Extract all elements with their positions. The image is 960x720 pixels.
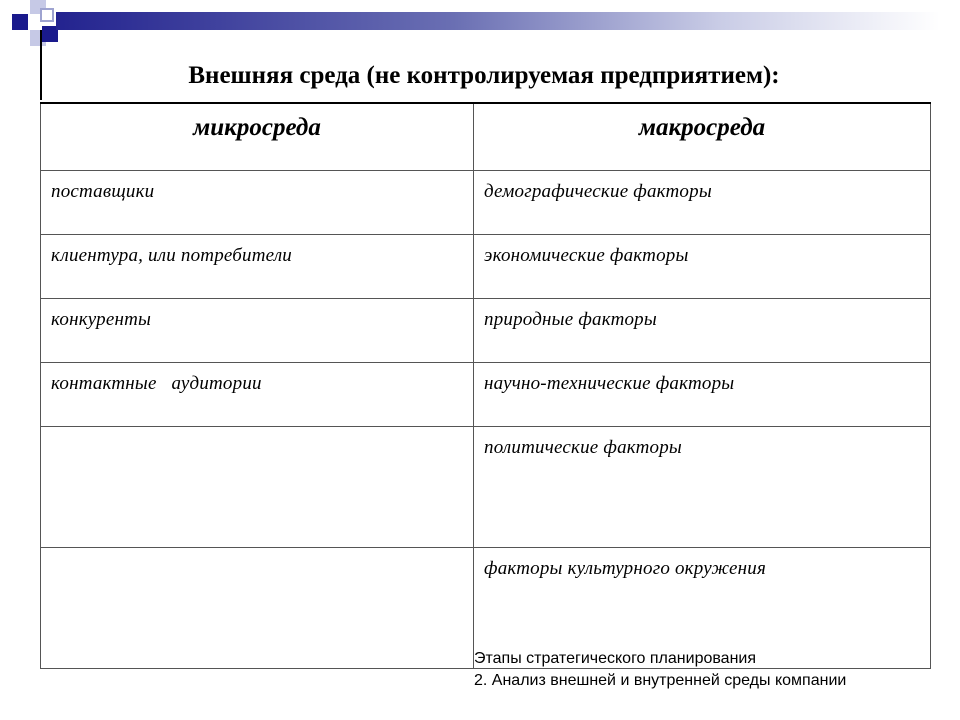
table-row [41,299,931,363]
cell-micro: конкуренты [41,299,474,363]
footer-line-1: Этапы стратегического планирования [474,650,757,667]
decor-square-outline [40,8,54,22]
cell-macro: политические факторы [474,427,931,548]
table-row [41,171,931,235]
decor-square-blue-1 [12,14,28,30]
cell-macro: демографические факторы [474,171,931,235]
table-row [41,363,931,427]
cell-macro: факторы культурного окружения [474,548,931,669]
header-gradient-bar [56,12,940,30]
header-micro: микросреда [41,103,474,171]
table-row [41,427,931,548]
table-header-row [41,103,931,171]
cell-micro: поставщики [41,171,474,235]
cell-macro: экономические факторы [474,235,931,299]
cell-macro: природные факторы [474,299,931,363]
footer-line-2: 2. Анализ внешней и внутренней среды компании [474,672,847,689]
cell-micro: контактные аудитории [41,363,474,427]
cell-micro [41,427,474,548]
header-macro: макросреда [474,103,931,171]
table-row [41,235,931,299]
cell-micro: клиентура, или потребители [41,235,474,299]
environment-table [40,102,931,669]
slide-title: Внешняя среда (не контролируемая предприятием): [188,62,780,89]
cell-macro: научно-технические факторы [474,363,931,427]
slide-footer [474,648,846,692]
cell-micro [41,548,474,669]
